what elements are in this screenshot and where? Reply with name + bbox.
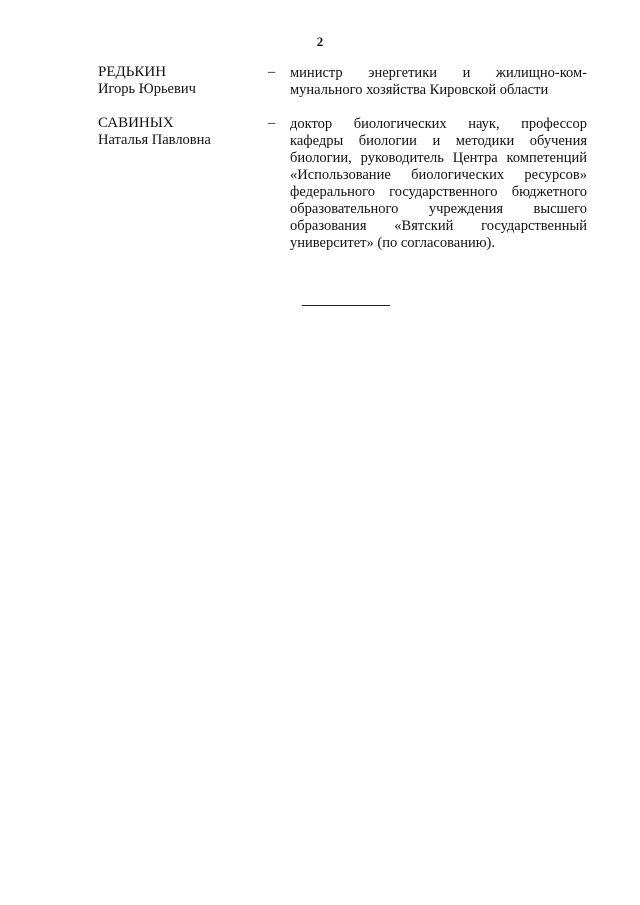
position-line: «Использование биологических ресурсов» xyxy=(290,167,587,183)
position-line: биологии, руководитель Центра компетенций xyxy=(290,150,587,166)
position-line: министр энергетики и жилищно-ком- xyxy=(290,65,587,81)
position-line: университет» (по согласованию). xyxy=(290,235,496,251)
member-surname: РЕДЬКИН xyxy=(98,64,167,80)
position-line: кафедры биологии и методики обучения xyxy=(290,133,587,149)
member-given-names: Игорь Юрьевич xyxy=(98,81,196,97)
member-name xyxy=(98,64,263,98)
position-line: мунального хозяйства Кировской области xyxy=(290,82,549,98)
member-name xyxy=(98,115,263,149)
page-number: 2 xyxy=(316,34,324,49)
position-line: образовательного учреждения высшего xyxy=(290,201,587,217)
position-line: доктор биологических наук, профессор xyxy=(290,116,587,132)
position-line: федерального государственного бюджетного xyxy=(290,184,587,200)
member-given-names: Наталья Павловна xyxy=(98,132,211,148)
member-surname: САВИНЫХ xyxy=(98,115,174,131)
separator-dash: – xyxy=(268,115,276,131)
member-position xyxy=(290,116,587,252)
member-position xyxy=(290,65,587,99)
end-of-list-rule xyxy=(302,305,390,306)
separator-dash: – xyxy=(268,64,276,80)
position-line: образования «Вятский государственный xyxy=(290,218,587,234)
